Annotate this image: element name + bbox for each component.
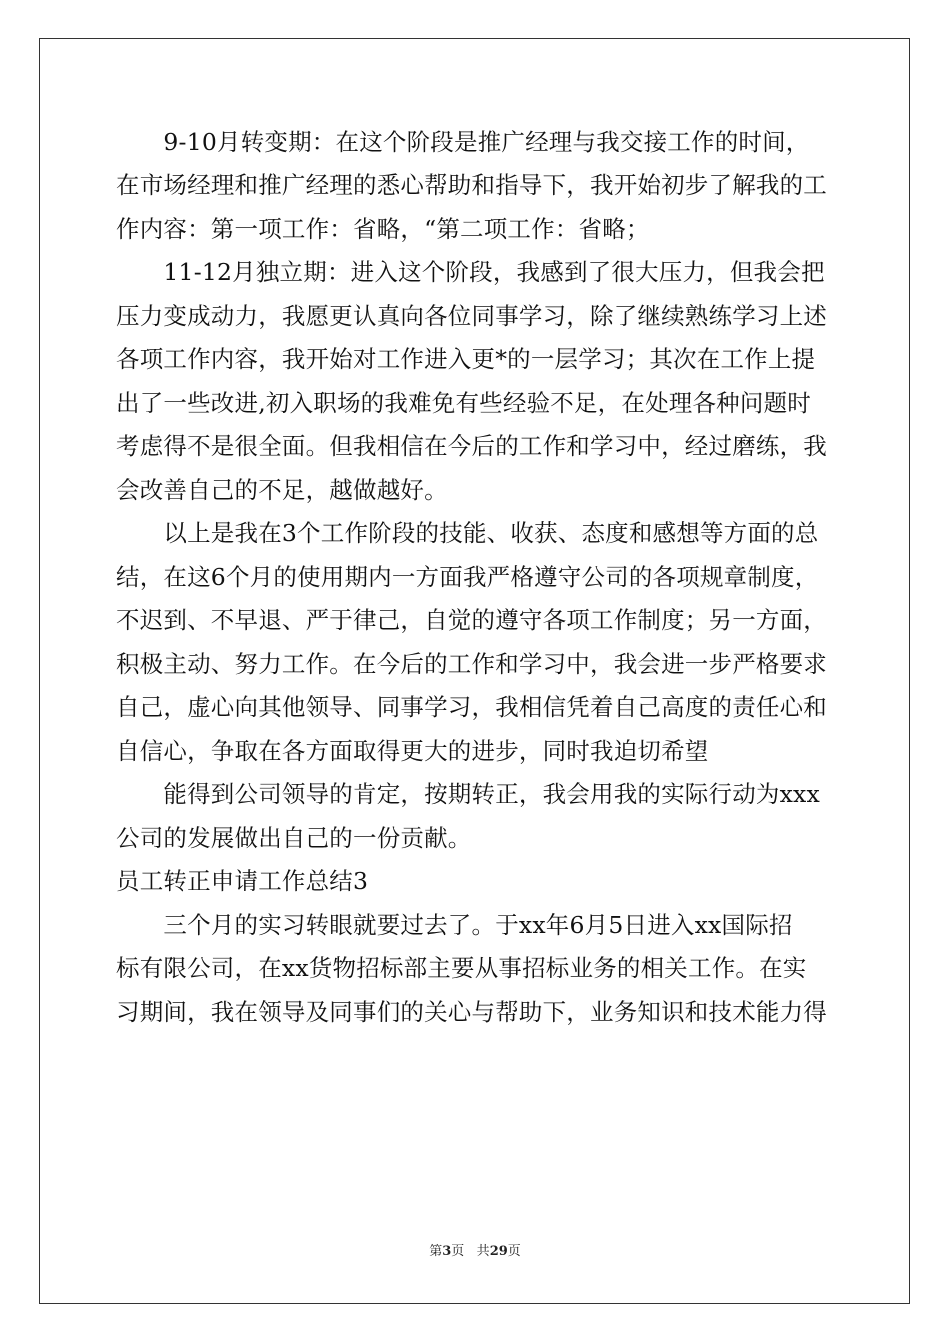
text-line: 各项工作内容，我开始对工作进入更*的一层学习；其次在工作上提 <box>116 345 816 373</box>
page-number: 3 <box>442 1244 452 1259</box>
page-prefix: 第 <box>429 1244 443 1259</box>
page-suffix: 页 <box>451 1244 465 1259</box>
text-line: 自信心，争取在各方面取得更大的进步，同时我迫切希望 <box>116 737 709 765</box>
text-line: 习期间，我在领导及同事们的关心与帮助下，业务知识和技术能力得 <box>116 998 827 1026</box>
page-footer <box>0 1244 950 1260</box>
text-line: 标有限公司，在xx货物招标部主要从事招标业务的相关工作。在实 <box>116 954 807 982</box>
text-line: 作内容：第一项工作：省略，“第二项工作：省略； <box>116 215 650 243</box>
text-line: 出了一些改进,初入职场的我难免有些经验不足，在处理各种问题时 <box>116 389 811 417</box>
total-pages: 29 <box>489 1244 508 1259</box>
total-suffix: 页 <box>507 1244 521 1259</box>
text-line: 三个月的实习转眼就要过去了。于xx年6月5日进入xx国际招 <box>116 911 793 939</box>
text-line: 考虑得不是很全面。但我相信在今后的工作和学习中，经过磨练，我 <box>116 432 827 460</box>
text-line: 在市场经理和推广经理的悉心帮助和指导下，我开始初步了解我的工 <box>116 171 827 199</box>
text-line: 结，在这6个月的使用期内一方面我严格遵守公司的各项规章制度， <box>116 563 819 591</box>
text-line: 公司的发展做出自己的一份贡献。 <box>116 824 472 852</box>
text-line: 积极主动、努力工作。在今后的工作和学习中，我会进一步严格要求 <box>116 650 827 678</box>
section-heading: 员工转正申请工作总结3 <box>116 867 369 895</box>
text-line: 自己，虚心向其他领导、同事学习，我相信凭着自己高度的责任心和 <box>116 693 827 721</box>
text-line: 9-10月转变期：在这个阶段是推广经理与我交接工作的时间， <box>116 128 810 156</box>
text-line: 不迟到、不早退、严于律己，自觉的遵守各项工作制度；另一方面， <box>116 606 827 634</box>
total-prefix: 共 <box>476 1244 490 1259</box>
text-line: 会改善自己的不足，越做越好。 <box>116 476 448 504</box>
text-line: 以上是我在3个工作阶段的技能、收获、态度和感想等方面的总 <box>116 519 819 547</box>
text-line: 11-12月独立期：进入这个阶段，我感到了很大压力，但我会把 <box>116 258 825 286</box>
text-line: 压力变成动力，我愿更认真向各位同事学习，除了继续熟练学习上述 <box>116 302 827 330</box>
text-line: 能得到公司领导的肯定，按期转正，我会用我的实际行动为xxx <box>116 780 820 808</box>
